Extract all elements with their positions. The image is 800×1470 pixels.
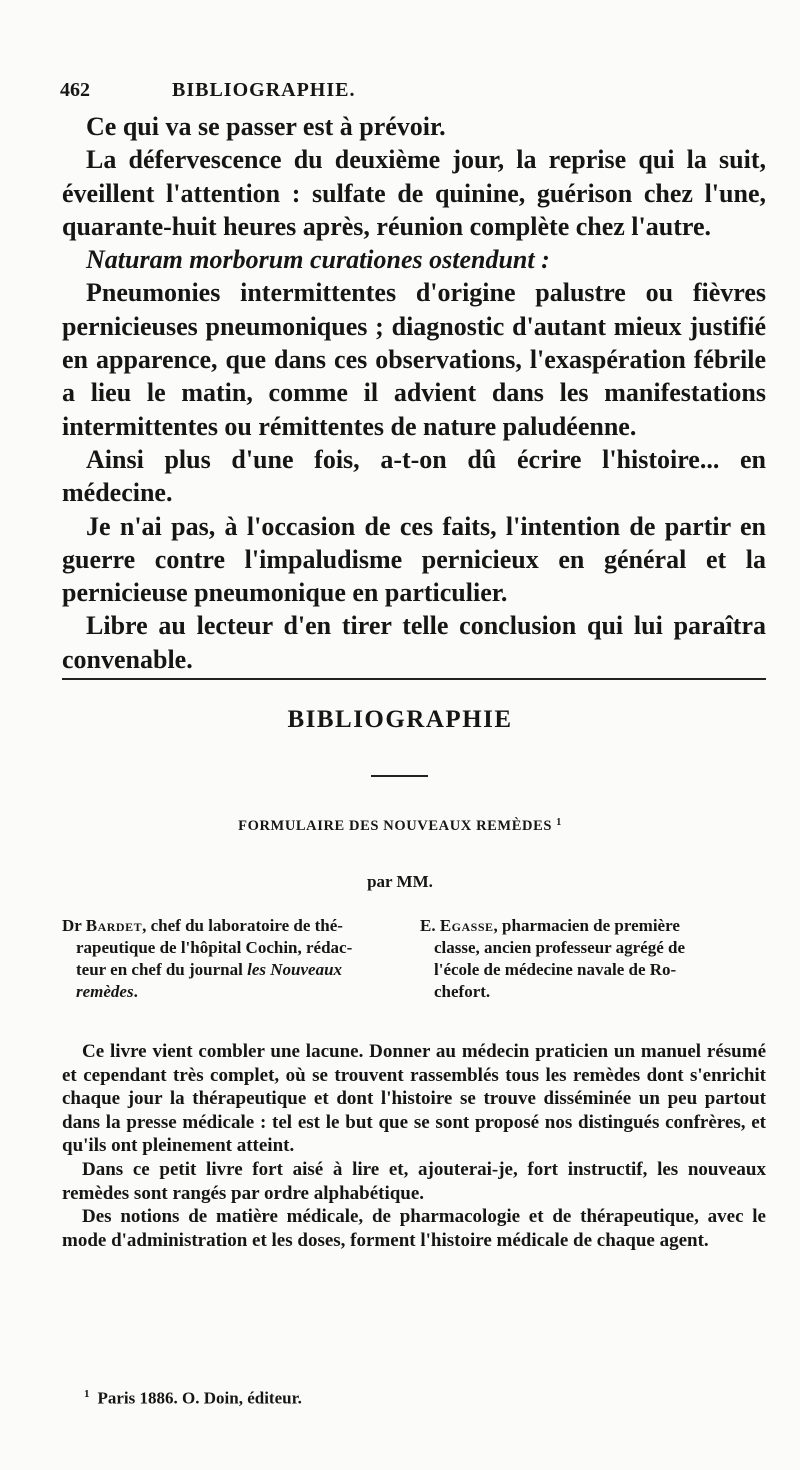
footnote [84, 1388, 302, 1409]
book-title-text: FORMULAIRE DES NOUVEAUX REMÈDES [238, 818, 553, 834]
author-name: Bardet [85, 916, 143, 935]
footnote-marker: 1 [556, 817, 562, 828]
author-line: rapeutique de l'hôpital Cochin, rédac- [76, 938, 353, 957]
footnote-number: 1 [84, 1388, 90, 1400]
running-title: BIBLIOGRAPHIE. [172, 79, 356, 101]
paragraph: Libre au lecteur d'en tirer telle conclusion qui lui paraîtra convenable. [62, 611, 766, 674]
paragraph: Ce livre vient combler une lacune. Donner au médecin praticien un manuel résumé et cependant très complet, où se trouvent rassemblés tous les remèdes dont s'enrichit chaque jour la thérapeutique et dont l'histoire se trouve disséminée un peu partout dans la presse médicale : tel est le but que se sont proposé nos distingués confrères, et qu'ils ont pleinement atteint. [62, 1041, 766, 1157]
paragraph: Pneumonies intermittentes d'origine palustre ou fièvres pernicieuses pneumoniques ; diagnostic d'autant mieux justifié en apparence, que dans ces observations, l'exaspération fébrile a lieu le matin, comme il advient dans les manifestations intermittentes ou rémittentes de nature paludéenne. [62, 278, 766, 441]
page-number: 462 [60, 79, 90, 101]
author-egasse [420, 915, 768, 1003]
running-head [60, 79, 750, 103]
author-line: l'école de médecine navale de Ro- [434, 960, 677, 979]
paragraph: Ce qui va se passer est à prévoir. [86, 112, 446, 141]
book-title [0, 818, 800, 835]
author-line: chefort. [434, 982, 491, 1001]
authors-intro: par MM. [367, 872, 433, 891]
main-text [62, 110, 766, 676]
author-line: classe, ancien professeur agrégé de [434, 938, 686, 957]
bibliography-heading: BIBLIOGRAPHIE [287, 706, 513, 733]
paragraph: Je n'ai pas, à l'occasion de ces faits, l'intention de partir en guerre contre l'impaludisme pernicieux en général et la pernicieuse pneumonique en particulier. [62, 511, 766, 608]
author-name: Egasse [439, 916, 494, 935]
punctuation: . [133, 982, 138, 1001]
author-line [420, 915, 768, 937]
paragraph: Des notions de matière médicale, de pharmacologie et de thérapeutique, avec le mode d'administration et les doses, forment l'histoire médicale de chaque agent. [62, 1206, 766, 1251]
author-desc: , pharmacien de première [493, 916, 680, 935]
paragraph: Dans ce petit livre fort aisé à lire et, ajouterai-je, fort instructif, les nouveaux remèdes sont rangés par ordre alphabétique. [62, 1158, 766, 1204]
author-line [62, 959, 407, 981]
review-text [62, 1040, 766, 1252]
latin-quote [62, 243, 766, 276]
section-divider [62, 678, 766, 680]
latin-quote-text: Naturam morborum curationes ostendunt : [86, 245, 550, 275]
author-desc: , chef du laboratoire de thé- [142, 916, 343, 935]
paragraph: Ainsi plus d'une fois, a-t-on dû écrire l'histoire... en médecine. [62, 444, 766, 508]
author-line [62, 981, 407, 1003]
journal-name: remèdes [76, 982, 134, 1001]
paragraph: La défervescence du deuxième jour, la reprise qui la suit, éveillent l'attention : sulfate de quinine, guérison chez l'une, quarante-huit heures après, réunion complète chez l'autre. [62, 145, 766, 241]
short-divider [371, 775, 428, 777]
author-title: Dr [62, 916, 82, 935]
author-bardet [62, 915, 407, 1003]
journal-name: les Nouveaux [247, 960, 343, 979]
author-line [62, 915, 407, 937]
author-desc: teur en chef du journal [76, 960, 248, 979]
author-initial: E. [420, 916, 436, 935]
footnote-text: Paris 1886. O. Doin, éditeur. [97, 1388, 302, 1408]
